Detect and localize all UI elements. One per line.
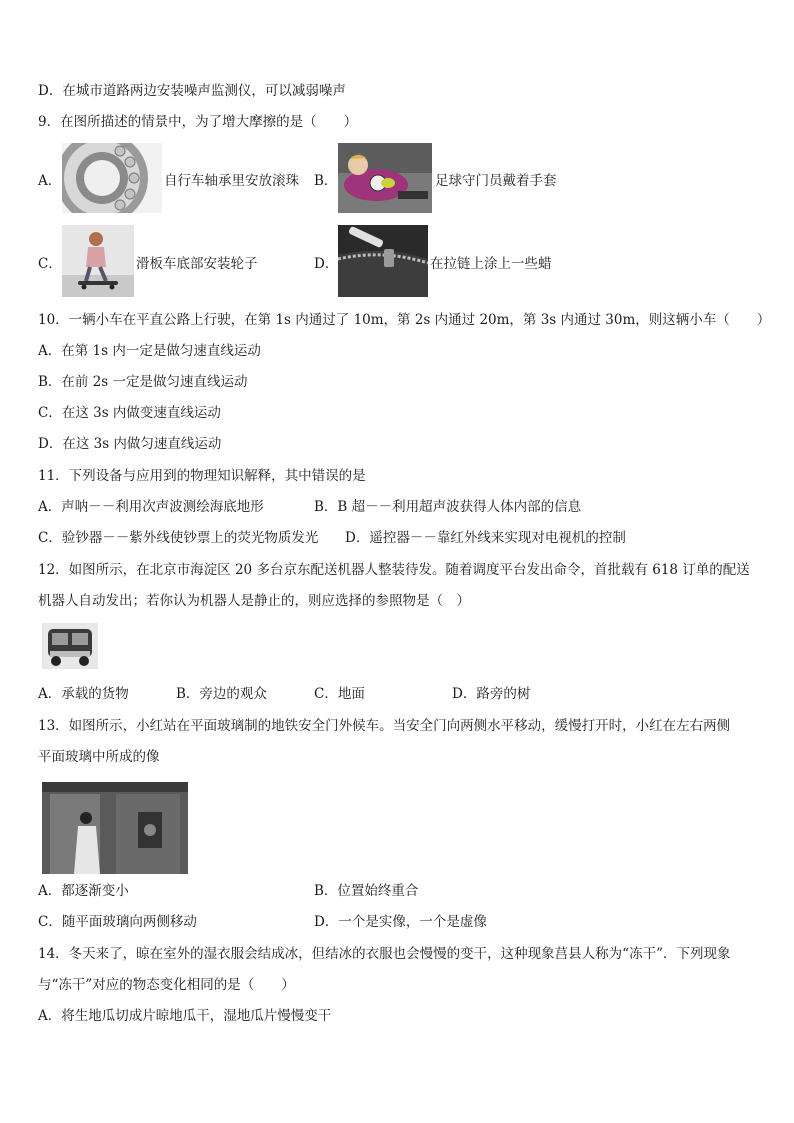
q10-option-b: B．在前 2s 一定是做匀速直线运动 (38, 374, 248, 390)
q12-stem-line2: 机器人自动发出；若你认为机器人是静止的，则应选择的参照物是（ ） (38, 593, 470, 609)
goalkeeper-icon (338, 143, 432, 213)
q14-stem-line1: 14．冬天来了，晾在室外的湿衣服会结成冰，但结冰的衣服也会慢慢的变干，这种现象莒县人称为“冻干”．下列现象 (38, 946, 731, 962)
q11-option-a: A．声呐－－利用次声波测绘海底地形 (38, 499, 264, 515)
q11-option-b: B．B 超－－利用超声波获得人体内部的信息 (314, 499, 582, 515)
q10-option-d: D．在这 3s 内做匀速直线运动 (38, 436, 222, 452)
q10-option-c: C．在这 3s 内做变速直线运动 (38, 405, 221, 421)
q9-option-d-letter: D． (314, 256, 339, 272)
q14-option-a: A．将生地瓜切成片晾地瓜干，湿地瓜片慢慢变干 (38, 1008, 332, 1024)
delivery-robot-icon (42, 623, 98, 669)
q13-option-d: D．一个是实像，一个是虚像 (314, 914, 487, 930)
q9-option-c-letter: C． (38, 256, 62, 272)
q9-option-d-text: 在拉链上涂上一些蜡 (430, 256, 552, 272)
q11-stem: 11．下列设备与应用到的物理知识解释，其中错误的是 (38, 468, 366, 484)
q9-option-b-letter: B． (314, 173, 338, 189)
q12-stem-line1: 12．如图所示，在北京市海淀区 20 多台京东配送机器人整装待发。随着调度平台发出命令，首批载有 618 订单的配送 (38, 562, 750, 578)
q12-option-a: A．承载的货物 (38, 686, 129, 702)
q10-option-a: A．在第 1s 内一定是做匀速直线运动 (38, 343, 261, 359)
q14-stem-line2: 与“冻干”对应的物态变化相同的是（ ） (38, 977, 295, 993)
q12-option-c: C．地面 (314, 686, 365, 702)
q12-option-b: B．旁边的观众 (176, 686, 267, 702)
q13-option-b: B．位置始终重合 (314, 883, 419, 899)
bearing-icon (62, 143, 162, 213)
q9-stem: 9．在图所描述的情景中，为了增大摩擦的是（ ） (38, 114, 358, 130)
q12-option-d: D．路旁的树 (452, 686, 531, 702)
q8-option-d: D．在城市道路两边安装噪声监测仪，可以减弱噪声 (38, 83, 346, 99)
q10-stem: 10．一辆小车在平直公路上行驶，在第 1s 内通过了 10m，第 2s 内通过 20m，第 3s 内通过 30m，则这辆小车（ ） (38, 312, 771, 328)
q13-option-a: A．都逐渐变小 (38, 883, 129, 899)
q9-option-c-text: 滑板车底部安装轮子 (136, 256, 258, 272)
q9-option-a-letter: A． (38, 173, 62, 189)
q9-option-a-text: 自行车轴承里安放滚珠 (164, 173, 299, 189)
q13-option-c: C．随平面玻璃向两侧移动 (38, 914, 197, 930)
q11-option-d: D．遥控器－－靠红外线来实现对电视机的控制 (345, 530, 626, 546)
q13-stem-line1: 13．如图所示，小红站在平面玻璃制的地铁安全门外候车。当安全门向两侧水平移动，缓慢打开时，小红在左右两侧 (38, 718, 731, 734)
q13-stem-line2: 平面玻璃中所成的像 (38, 749, 160, 765)
q11-option-c: C．验钞器－－紫外线使钞票上的荧光物质发光 (38, 530, 319, 546)
subway-door-icon (42, 782, 188, 874)
skateboard-icon (62, 225, 134, 297)
q9-option-b-text: 足球守门员戴着手套 (435, 173, 557, 189)
zipper-icon (338, 225, 428, 297)
